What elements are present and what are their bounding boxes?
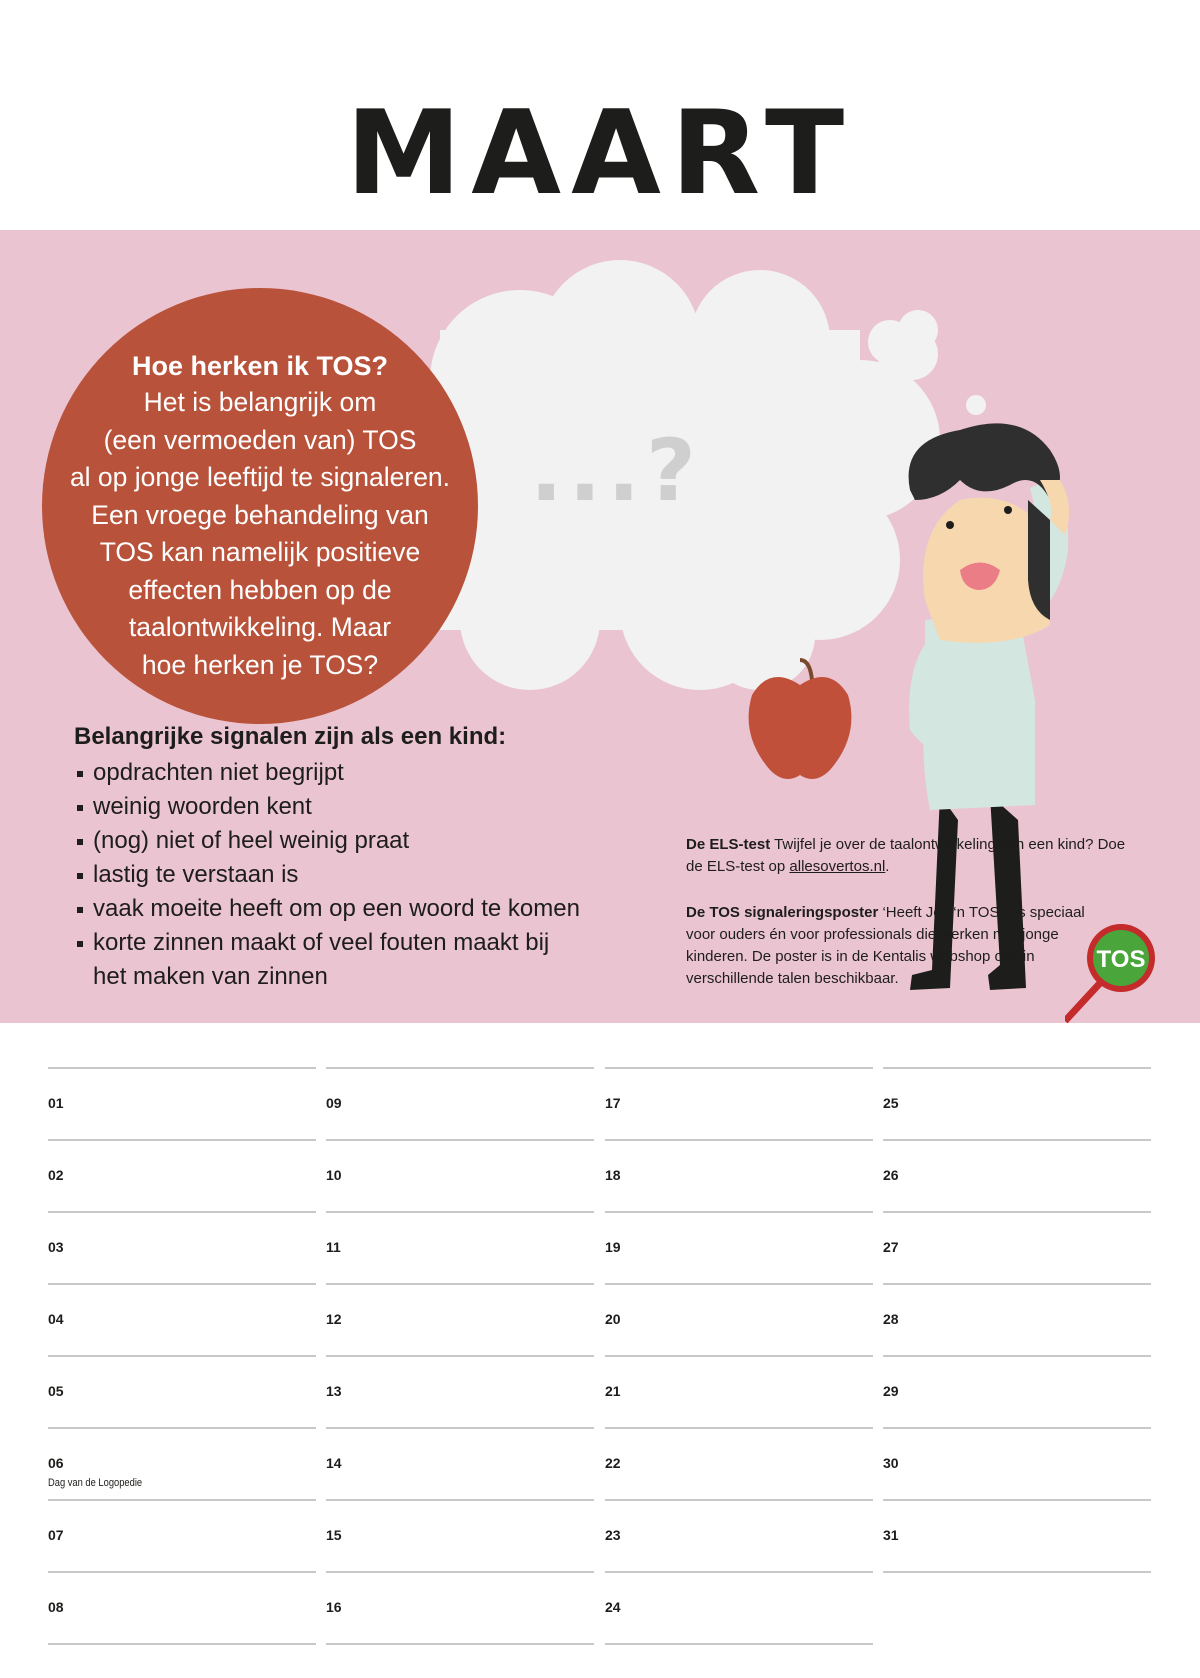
calendar-day-cell[interactable]: [605, 1283, 873, 1355]
intro-circle: [42, 288, 478, 724]
els-test-info: [686, 834, 1126, 878]
calendar-day-cell[interactable]: [605, 1211, 873, 1283]
calendar-day-cell[interactable]: [883, 1355, 1151, 1427]
signal-item: lastig te verstaan is: [74, 858, 654, 892]
calendar-day-number: 05: [48, 1383, 64, 1399]
calendar-day-cell[interactable]: [326, 1427, 594, 1499]
calendar-column: [883, 1067, 1151, 1573]
calendar-day-cell[interactable]: [605, 1571, 873, 1645]
intro-line: al op jonge leeftijd te signaleren.: [69, 462, 451, 492]
calendar-day-number: 30: [883, 1455, 899, 1471]
calendar-day-cell[interactable]: [48, 1283, 316, 1355]
calendar-day-cell[interactable]: [326, 1355, 594, 1427]
intro-line: Een vroege behandeling van: [91, 499, 429, 530]
apple-icon: [740, 655, 860, 785]
calendar-day-number: 03: [48, 1239, 64, 1255]
intro-line: hoe herken je TOS?: [141, 649, 379, 680]
signals-list: [74, 756, 654, 994]
calendar-day-cell[interactable]: [48, 1139, 316, 1211]
calendar-day-number: 13: [326, 1383, 342, 1399]
calendar-day-number: 17: [605, 1095, 621, 1111]
tos-poster-text: ‘Heeft Jos ‘n TOS?’ is speciaal voor ouders én voor professionals die werken met jonge kinderen. De poster is in de Kentalis webshop ook in verschillende talen beschikbaar.: [686, 904, 1085, 987]
calendar-day-cell[interactable]: [326, 1139, 594, 1211]
calendar-day-cell[interactable]: [48, 1355, 316, 1427]
page-title: MAART: [345, 86, 855, 221]
calendar-day-cell[interactable]: [48, 1571, 316, 1645]
calendar-day-cell[interactable]: [883, 1211, 1151, 1283]
calendar-day-number: 01: [48, 1095, 64, 1111]
calendar-day-number: 06: [48, 1455, 64, 1471]
calendar-day-number: 07: [48, 1527, 64, 1543]
calendar-column: [48, 1067, 316, 1645]
calendar-day-number: 09: [326, 1095, 342, 1111]
calendar-day-cell[interactable]: [48, 1211, 316, 1283]
calendar-day-cell[interactable]: [605, 1499, 873, 1571]
calendar-day-number: 16: [326, 1599, 342, 1615]
calendar-grid: [0, 1023, 1200, 1678]
calendar-day-cell[interactable]: [48, 1499, 316, 1571]
allesovertos-link[interactable]: allesovertos.nl: [789, 858, 886, 875]
tos-poster-info: [686, 902, 1096, 990]
signal-item: opdrachten niet begrijpt: [74, 756, 654, 790]
calendar-day-number: 26: [883, 1167, 899, 1183]
calendar-day-cell[interactable]: [605, 1355, 873, 1427]
calendar-day-cell[interactable]: [605, 1067, 873, 1139]
thought-dots: ...?: [530, 421, 702, 521]
calendar-day-cell[interactable]: [605, 1139, 873, 1211]
calendar-column: [326, 1067, 594, 1645]
signal-item: vaak moeite heeft om op een woord te komen: [74, 892, 654, 926]
els-test-label: De ELS-test: [686, 836, 771, 853]
signal-item: (nog) niet of heel weinig praat: [74, 824, 654, 858]
calendar-day-note: Dag van de Logopedie: [48, 1477, 143, 1489]
intro-line: Het is belangrijk om: [143, 387, 377, 417]
intro-line: TOS kan namelijk positieve: [99, 537, 421, 567]
calendar-day-number: 11: [326, 1239, 341, 1255]
signal-item: korte zinnen maakt of veel fouten maakt bij het maken van zinnen: [74, 926, 563, 994]
calendar-day-number: 23: [605, 1527, 621, 1543]
calendar-day-cell[interactable]: [48, 1067, 316, 1139]
calendar-day-number: 20: [605, 1311, 621, 1327]
calendar-day-number: 18: [605, 1167, 621, 1183]
calendar-day-number: 21: [605, 1383, 621, 1399]
info-banner: [0, 230, 1200, 1023]
intro-line: taalontwikkeling. Maar: [128, 612, 392, 642]
calendar-day-number: 10: [326, 1167, 342, 1183]
magnifier-icon: [1065, 916, 1175, 1023]
calendar-day-cell[interactable]: [883, 1499, 1151, 1573]
calendar-day-cell[interactable]: [883, 1283, 1151, 1355]
signals-title: Belangrijke signalen zijn als een kind:: [74, 723, 507, 750]
calendar-day-number: 22: [605, 1455, 621, 1471]
calendar-day-number: 15: [326, 1527, 342, 1543]
calendar-day-number: 31: [883, 1527, 899, 1543]
calendar-day-cell[interactable]: [883, 1067, 1151, 1139]
calendar-day-number: 25: [883, 1095, 899, 1111]
signal-item: weinig woorden kent: [74, 790, 654, 824]
intro-line: (een vermoeden van) TOS: [103, 424, 417, 455]
calendar-day-cell[interactable]: [883, 1427, 1151, 1499]
signals-section: [74, 720, 654, 994]
els-test-end: .: [885, 858, 890, 875]
calendar-day-number: 02: [48, 1167, 64, 1183]
calendar-day-number: 28: [883, 1311, 899, 1327]
calendar-day-number: 29: [883, 1383, 899, 1399]
calendar-day-cell[interactable]: [605, 1427, 873, 1499]
calendar-day-number: 27: [883, 1239, 899, 1255]
intro-line: effecten hebben op de: [128, 574, 392, 605]
tos-poster-label: De TOS signaleringsposter: [686, 904, 879, 921]
calendar-day-number: 08: [48, 1599, 64, 1615]
calendar-column: [605, 1067, 873, 1645]
calendar-day-number: 14: [326, 1455, 342, 1471]
calendar-day-cell[interactable]: [326, 1067, 594, 1139]
calendar-day-cell[interactable]: [326, 1211, 594, 1283]
calendar-day-cell[interactable]: [48, 1427, 316, 1499]
tos-badge: TOS: [1096, 946, 1146, 973]
calendar-day-number: 24: [605, 1599, 621, 1615]
calendar-day-cell[interactable]: [326, 1571, 594, 1645]
calendar-day-number: 04: [48, 1311, 64, 1327]
calendar-day-cell[interactable]: [326, 1499, 594, 1571]
intro-title: Hoe herken ik TOS?: [131, 351, 389, 381]
calendar-day-number: 19: [605, 1239, 621, 1255]
calendar-day-number: 12: [326, 1311, 342, 1327]
calendar-day-cell[interactable]: [883, 1139, 1151, 1211]
calendar-day-cell[interactable]: [326, 1283, 594, 1355]
els-test-text: Twijfel je over de taalontwikkeling van een kind? Doe de ELS-test op: [686, 836, 1126, 875]
